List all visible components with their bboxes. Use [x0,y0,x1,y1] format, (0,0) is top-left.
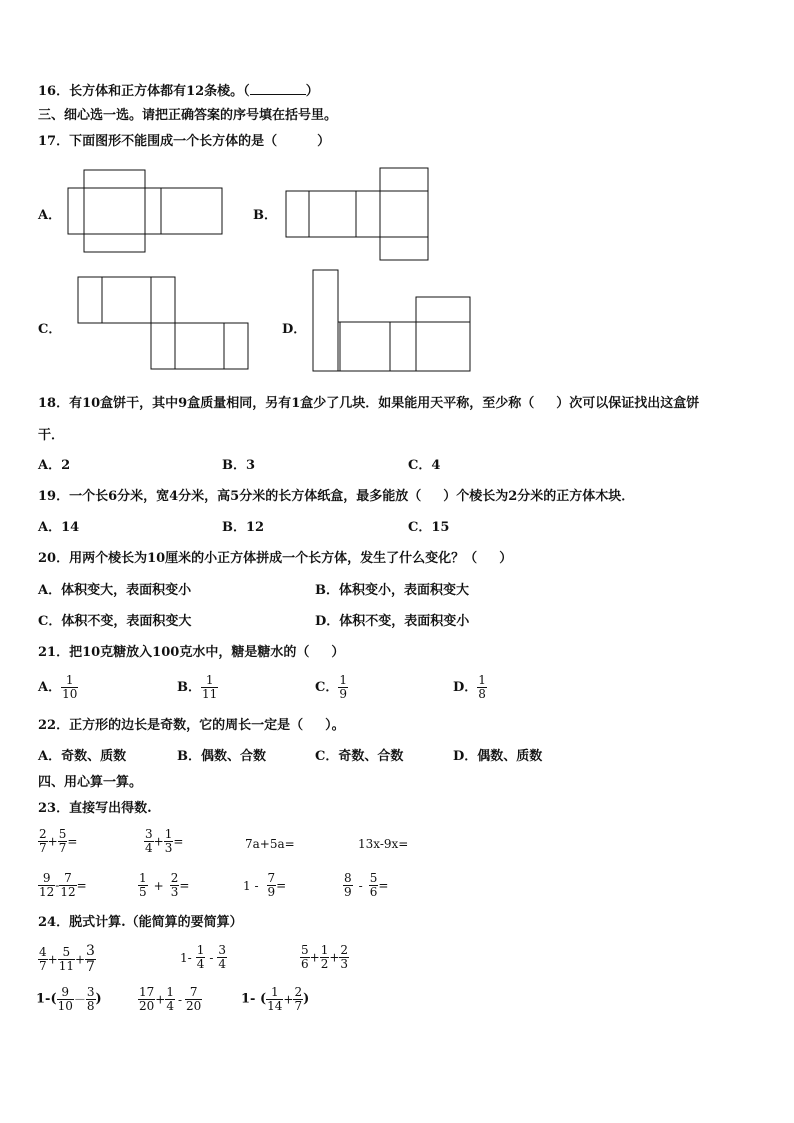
denominator: 4 [218,957,227,971]
fraction [38,828,48,855]
fraction [217,944,227,971]
net-figure-d [306,265,476,377]
numerator: 5 [369,871,378,885]
denominator: 3 [340,957,349,971]
question-18-text-cont: ）次可以保证找出这盒饼 [556,396,700,411]
option-21-c[interactable] [315,674,348,701]
fraction [293,986,303,1013]
operator: + [153,834,164,849]
fraction [59,872,76,899]
expr-23-3: 7a+5a= [245,837,295,851]
fraction [343,872,353,899]
numerator: 1 [205,673,214,687]
equals: = [179,878,190,893]
option-22-d[interactable]: D．偶数、质数 [453,749,543,764]
numerator: 7 [189,985,198,999]
option-22-a[interactable]: A．奇数、质数 [38,749,127,764]
option-18-c[interactable]: C．4 [408,458,441,473]
paren-close: ） [305,84,319,99]
numerator: 5 [301,943,309,957]
fraction [477,674,487,701]
option-20-c[interactable]: C．体积不变，表面积变大 [38,614,192,629]
denominator: 3 [170,885,179,899]
numerator: 1 [164,827,173,841]
operator: ) [303,991,310,1007]
numerator: 1 [166,985,174,999]
equals: = [276,878,287,893]
numerator: 3 [218,943,227,957]
numerator: 5 [58,827,67,841]
denominator: 3 [164,841,173,855]
paren-close: ）。 [325,718,345,733]
paren-close: ） [317,134,331,149]
equals: = [378,878,389,893]
fraction [338,674,348,701]
question-22 [38,718,345,734]
option-20-a[interactable]: A．体积变大，表面积变小 [38,583,192,598]
fraction [185,986,202,1013]
question-21-text: 21．把10克糖放入100克水中，糖是糖水的（ [38,645,310,660]
option-19-b[interactable]: B．12 [222,520,265,535]
fraction [85,944,96,975]
denominator: 7 [86,959,95,975]
denominator: 7 [39,959,47,973]
option-label: D． [453,680,478,695]
option-17-a-label[interactable]: A． [38,208,62,223]
equals: = [76,878,87,893]
expr-24-4 [36,986,102,1013]
fraction [267,872,277,899]
expr-24-2 [180,944,227,971]
question-17 [38,134,330,150]
question-18 [38,396,699,412]
question-19-text: 19．一个长6分米，宽4分米，高5分米的长方体纸盒，最多能放（ [38,489,422,504]
denominator: 11 [202,687,218,701]
expr-24-6 [241,986,309,1013]
fraction [165,986,175,1013]
option-17-d-label[interactable]: D． [282,322,307,337]
option-22-b[interactable]: B．偶数、合数 [177,749,266,764]
operator: - [209,950,214,965]
numerator: 17 [139,985,155,999]
denominator: 20 [139,999,155,1013]
option-18-a[interactable]: A．2 [38,458,71,473]
fraction [320,944,330,971]
fraction [164,828,174,855]
expr-23-2 [144,828,183,855]
numerator: 9 [42,871,51,885]
operator: + [283,992,294,1007]
paren-close: ） [499,551,513,566]
expr-23-6 [138,872,189,899]
net-figure-b [280,162,435,264]
fraction [58,946,75,973]
option-17-b-label[interactable]: B． [253,208,277,223]
option-17-c-label[interactable]: C． [38,322,62,337]
option-label: A． [38,680,62,695]
option-21-a[interactable] [38,674,78,701]
expr-23-8 [343,872,388,899]
operator: 1 - [243,878,259,893]
numerator: 8 [344,871,352,885]
denominator: 9 [339,687,347,701]
numerator: 1 [65,673,74,687]
fraction [86,986,96,1013]
fraction [61,674,78,701]
denominator: 2 [320,957,329,971]
expr-23-1 [38,828,77,855]
denominator: 6 [301,957,309,971]
numerator: 5 [62,945,71,959]
question-18-line2: 干． [38,428,65,443]
operator: － [73,992,86,1007]
numerator: 3 [86,943,95,959]
answer-blank[interactable] [250,82,306,95]
denominator: 11 [58,959,74,973]
operator: 1- ( [241,991,267,1007]
question-18-text: 18．有10盒饼干，其中9盒质量相同，另有1盒少了几块．如果能用天平称，至少称（ [38,396,535,411]
question-19-text-cont: ）个棱长为2分米的正方体木块． [443,489,635,504]
operator: + [47,952,58,967]
numerator: 1 [339,673,347,687]
operator: + [155,992,166,1007]
expr-24-3 [300,944,349,971]
option-18-b[interactable]: B．3 [222,458,256,473]
paren-close: ） [331,645,345,660]
section-3-heading: 三、细心选一选。请把正确答案的序号填在括号里。 [38,108,338,123]
denominator: 4 [145,841,153,855]
denominator: 8 [86,999,95,1013]
numerator: 9 [61,985,70,999]
operator: + [309,950,320,965]
fraction [201,674,218,701]
operator: + [74,952,86,967]
net-figure-a [60,165,230,257]
numerator: 1 [139,871,147,885]
question-16-text: 16．长方体和正方体都有12条棱。（ [38,84,250,99]
denominator: 9 [267,885,276,899]
operator: ) [95,991,102,1007]
numerator: 1 [270,985,279,999]
denominator: 5 [139,885,147,899]
denominator: 14 [267,999,283,1013]
denominator: 4 [196,957,205,971]
denominator: 20 [186,999,202,1013]
operator: - [177,992,183,1007]
denominator: 10 [62,687,78,701]
option-20-d[interactable]: D．体积不变，表面积变小 [315,614,470,629]
operator: + [329,950,340,965]
fraction [138,986,155,1013]
fraction [38,872,55,899]
expr-24-1 [38,944,96,975]
question-19 [38,489,634,505]
option-19-c[interactable]: C．15 [408,520,450,535]
fraction [266,986,283,1013]
operator: + [47,834,58,849]
fraction [138,872,148,899]
question-24-text: 24．脱式计算.（能简算的要简算） [38,915,243,930]
question-20 [38,551,512,567]
fraction [170,872,180,899]
denominator: 12 [60,885,76,899]
expr-23-5 [38,872,87,899]
expr-23-7 [243,872,286,899]
question-23-text: 23．直接写出得数. [38,801,152,816]
denominator: 7 [39,841,47,855]
denominator: 4 [166,999,174,1013]
option-21-b[interactable] [177,674,218,701]
numerator: 2 [340,943,349,957]
operator: - [358,878,363,893]
fraction [196,944,206,971]
denominator: 8 [478,687,486,701]
operator: + [153,878,164,893]
numerator: 2 [294,985,303,999]
operator: 1-( [36,991,57,1007]
numerator: 4 [39,945,47,959]
numerator: 7 [267,871,276,885]
fraction [57,986,74,1013]
question-16 [38,82,319,100]
numerator: 1 [320,943,329,957]
fraction [369,872,379,899]
fraction [38,946,48,973]
expr-24-5 [138,986,202,1013]
numerator: 3 [86,985,95,999]
section-4-heading: 四、用心算一算。 [38,775,143,790]
denominator: 7 [294,999,303,1013]
operator: 1- [180,950,192,965]
option-20-b[interactable]: B．体积变小，表面积变大 [315,583,469,598]
question-20-text: 20．用两个棱长为10厘米的小正方体拼成一个长方体，发生了什么变化？（ [38,551,478,566]
option-22-c[interactable]: C．奇数、合数 [315,749,404,764]
option-label: C． [315,680,339,695]
fraction [339,944,349,971]
numerator: 2 [39,827,47,841]
option-19-a[interactable]: A．14 [38,520,80,535]
numerator: 2 [170,871,179,885]
fraction [58,828,68,855]
question-17-text: 17．下面图形不能围成一个长方体的是（ [38,134,278,149]
option-21-d[interactable] [453,674,487,701]
denominator: 7 [58,841,67,855]
option-label: B． [177,680,201,695]
numerator: 7 [64,871,72,885]
question-21 [38,645,344,661]
fraction [300,944,310,971]
operator: - [55,878,60,893]
denominator: 10 [57,999,73,1013]
question-22-text: 22．正方形的边长是奇数，它的周长一定是（ [38,718,304,733]
numerator: 3 [145,827,153,841]
denominator: 9 [344,885,352,899]
equals: = [67,834,78,849]
denominator: 6 [369,885,378,899]
expr-23-4: 13x-9x= [358,837,409,851]
equals: = [173,834,184,849]
numerator: 1 [478,673,486,687]
numerator: 1 [196,943,205,957]
denominator: 12 [39,885,55,899]
net-figure-c [72,272,254,374]
fraction [144,828,154,855]
